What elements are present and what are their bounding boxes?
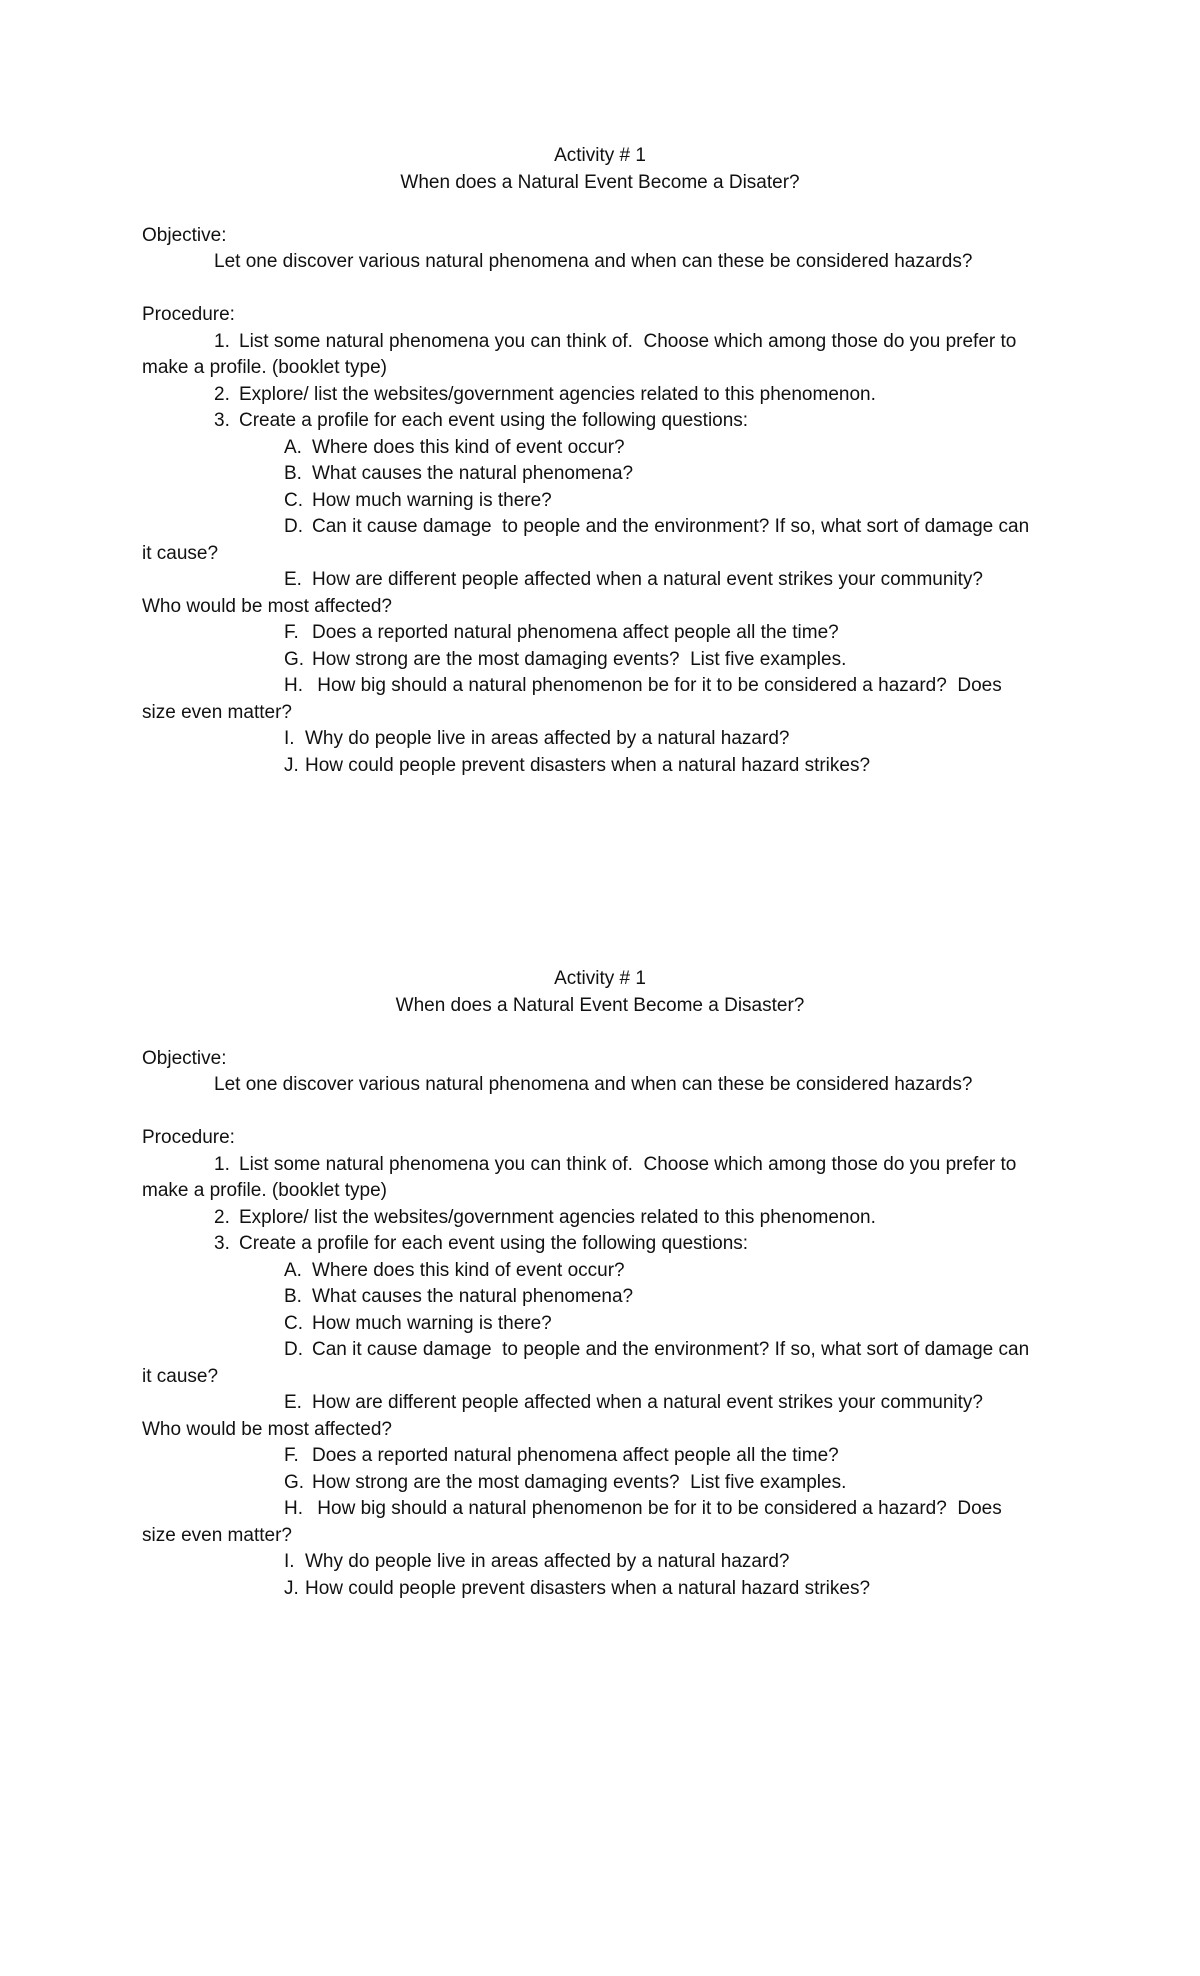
step-number: 2. — [214, 383, 230, 405]
step-text: Explore/ list the websites/government agencies related to this phenomenon. — [239, 1206, 876, 1228]
spacer — [0, 1019, 1200, 1046]
activity-block-2 — [0, 966, 1200, 1602]
question-letter: C. — [284, 489, 303, 511]
objective-label: Objective: — [142, 1047, 227, 1069]
question-letter: I. — [284, 728, 295, 749]
question-letter: J. — [284, 754, 299, 776]
step-number: 3. — [214, 1233, 230, 1254]
objective-label: Objective: — [142, 224, 227, 246]
question-j — [0, 753, 1200, 780]
procedure-step-1-continuation: make a profile. (booklet type) — [142, 1180, 388, 1201]
question-letter: A. — [284, 436, 302, 458]
question-h-continuation: size even matter? — [142, 701, 292, 723]
question-text: How are different people affected when a natural event strikes your community? — [312, 1392, 984, 1413]
question-letter: F. — [284, 1445, 299, 1466]
question-letter: B. — [284, 1286, 302, 1307]
question-text: How could people prevent disasters when a natural hazard strikes? — [305, 1577, 871, 1599]
question-text: How are different people affected when a natural event strikes your community? — [312, 569, 984, 590]
step-number: 1. — [214, 1153, 230, 1175]
question-g — [0, 1470, 1200, 1497]
question-b — [0, 1284, 1200, 1311]
procedure-label: Procedure: — [142, 304, 235, 325]
activity-title: Activity # 1 — [554, 145, 646, 166]
step-text: List some natural phenomena you can think of. Choose which among those do you prefer to — [239, 1153, 1017, 1175]
step-number: 1. — [214, 330, 230, 352]
spacer — [0, 276, 1200, 303]
question-letter: H. — [284, 675, 303, 696]
spacer — [0, 1099, 1200, 1126]
question-text: Where does this kind of event occur? — [312, 1259, 625, 1281]
activity-block-1 — [0, 143, 1200, 779]
question-d-continuation: it cause? — [142, 1365, 219, 1387]
question-h-continuation: size even matter? — [142, 1524, 292, 1546]
activity-title: Activity # 1 — [554, 968, 646, 989]
question-text: Can it cause damage to people and the environment? If so, what sort of damage can — [312, 1339, 1030, 1360]
question-i — [0, 1549, 1200, 1576]
question-c — [0, 488, 1200, 515]
question-letter: E. — [284, 569, 302, 590]
question-text: How strong are the most damaging events? List five examples. — [312, 1471, 847, 1493]
question-letter: G. — [284, 648, 305, 670]
question-text: How big should a natural phenomenon be for it to be considered a hazard? Does — [312, 675, 1002, 696]
question-b — [0, 461, 1200, 488]
question-text: How strong are the most damaging events? List five examples. — [312, 648, 847, 670]
question-letter: G. — [284, 1471, 305, 1493]
question-e-continuation: Who would be most affected? — [142, 1418, 392, 1440]
question-text: Does a reported natural phenomena affect people all the time? — [312, 622, 839, 643]
question-text: Does a reported natural phenomena affect people all the time? — [312, 1445, 839, 1466]
question-f — [0, 1443, 1200, 1470]
activity-subtitle: When does a Natural Event Become a Disaster? — [395, 994, 805, 1016]
question-h — [0, 1496, 1200, 1523]
question-e — [0, 567, 1200, 594]
question-letter: J. — [284, 1577, 299, 1599]
objective-text: Let one discover various natural phenomena and when can these be considered hazards? — [214, 251, 973, 272]
question-text: How much warning is there? — [312, 1312, 552, 1334]
question-g — [0, 647, 1200, 674]
question-letter: F. — [284, 622, 299, 643]
step-number: 2. — [214, 1206, 230, 1228]
question-e — [0, 1390, 1200, 1417]
step-text: Explore/ list the websites/government agencies related to this phenomenon. — [239, 383, 876, 405]
question-letter: C. — [284, 1312, 303, 1334]
question-letter: A. — [284, 1259, 302, 1281]
question-j — [0, 1576, 1200, 1603]
question-e-continuation: Who would be most affected? — [142, 595, 392, 617]
question-letter: E. — [284, 1392, 302, 1413]
question-letter: I. — [284, 1551, 295, 1572]
question-text: What causes the natural phenomena? — [312, 1286, 634, 1307]
question-d — [0, 514, 1200, 541]
procedure-step-3 — [0, 408, 1200, 435]
question-f — [0, 620, 1200, 647]
step-text: Create a profile for each event using the following questions: — [239, 1233, 749, 1254]
question-text: Can it cause damage to people and the environment? If so, what sort of damage can — [312, 516, 1030, 537]
objective-text: Let one discover various natural phenomena and when can these be considered hazards? — [214, 1074, 973, 1095]
question-letter: D. — [284, 1339, 303, 1360]
procedure-step-2 — [0, 382, 1200, 409]
question-letter: D. — [284, 516, 303, 537]
question-text: Where does this kind of event occur? — [312, 436, 625, 458]
question-text: What causes the natural phenomena? — [312, 463, 634, 484]
question-text: How could people prevent disasters when a natural hazard strikes? — [305, 754, 871, 776]
question-d-continuation: it cause? — [142, 542, 219, 564]
question-c — [0, 1311, 1200, 1338]
question-a — [0, 435, 1200, 462]
question-text: Why do people live in areas affected by a natural hazard? — [305, 728, 790, 749]
activity-subtitle: When does a Natural Event Become a Disater? — [400, 171, 800, 193]
question-letter: B. — [284, 463, 302, 484]
procedure-label: Procedure: — [142, 1127, 235, 1148]
procedure-step-3 — [0, 1231, 1200, 1258]
question-text: How much warning is there? — [312, 489, 552, 511]
question-h — [0, 673, 1200, 700]
procedure-step-2 — [0, 1205, 1200, 1232]
question-text: How big should a natural phenomenon be for it to be considered a hazard? Does — [312, 1498, 1002, 1519]
procedure-step-1 — [0, 1152, 1200, 1179]
procedure-step-1-continuation: make a profile. (booklet type) — [142, 357, 388, 378]
question-a — [0, 1258, 1200, 1285]
question-d — [0, 1337, 1200, 1364]
step-text: List some natural phenomena you can think of. Choose which among those do you prefer to — [239, 330, 1017, 352]
question-letter: H. — [284, 1498, 303, 1519]
step-number: 3. — [214, 410, 230, 431]
spacer — [0, 196, 1200, 223]
question-i — [0, 726, 1200, 753]
question-text: Why do people live in areas affected by a natural hazard? — [305, 1551, 790, 1572]
procedure-step-1 — [0, 329, 1200, 356]
step-text: Create a profile for each event using the following questions: — [239, 410, 749, 431]
